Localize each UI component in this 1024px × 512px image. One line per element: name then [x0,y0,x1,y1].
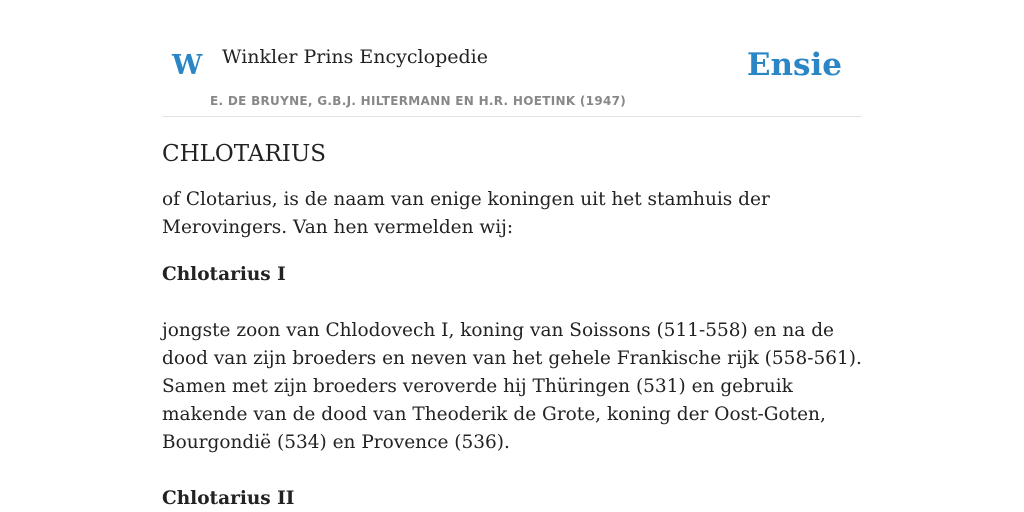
section-heading-chlotarius-i: Chlotarius I [162,264,286,285]
encyclopedia-authors: E. DE BRUYNE, G.B.J. HILTERMANN EN H.R. HOETINK (1947) [210,94,627,108]
site-header [162,0,862,117]
article-intro: of Clotarius, is de naam van enige koningen uit het stamhuis der Merovingers. Van hen vermelden wij: [162,189,770,238]
section-heading-chlotarius-ii: Chlotarius II [162,488,295,509]
ensie-logo-link[interactable]: Ensie [746,47,842,83]
encyclopedia-logo[interactable]: W [172,50,203,81]
article [162,138,862,512]
section-text-chlotarius-i: jongste zoon van Chlodovech I, koning van Soissons (511-558) en na de dood van zijn broeders en neven van het gehele Frankische rijk (558-561). Samen met zijn broeders veroverde hij Thüringen (531) en gebruik makende van de dood van Theoderik de Grote, koning der Oost-Goten, Bourgondië (534) en Provence (536). [162,320,862,453]
encyclopedia-title[interactable]: Winkler Prins Encyclopedie [222,46,488,68]
article-title: CHLOTARIUS [162,141,327,167]
